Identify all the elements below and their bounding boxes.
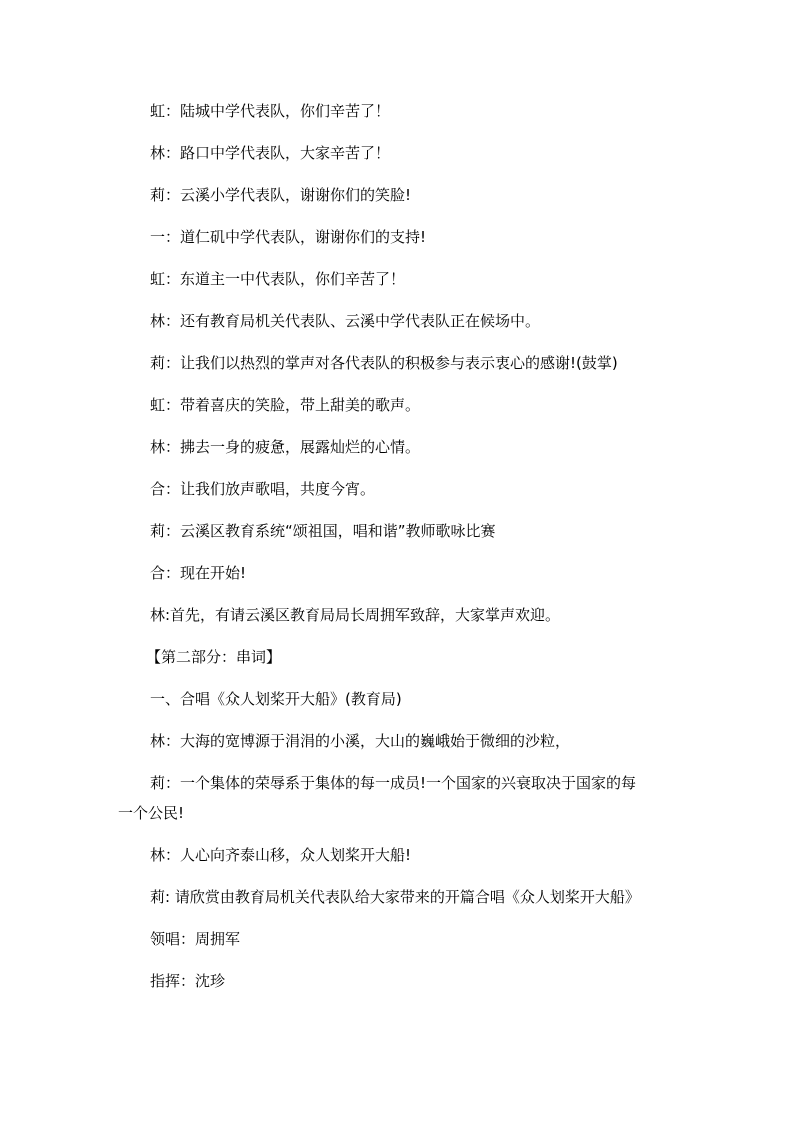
dialogue-line-li-4-continued: 一个公民! bbox=[118, 804, 185, 822]
dialogue-line-hong-2: 虹：东道主一中代表队，你们辛苦了！ bbox=[150, 270, 406, 288]
dialogue-line-li-1: 莉：云溪小学代表队，谢谢你们的笑脸! bbox=[150, 186, 412, 204]
dialogue-line-li-2: 莉：让我们以热烈的掌声对各代表队的积极参与表示衷心的感谢!(鼓掌) bbox=[150, 354, 618, 372]
dialogue-line-yi-1: 一：道仁矶中学代表队，谢谢你们的支持! bbox=[150, 228, 427, 246]
dialogue-line-he-1: 合：让我们放声歌唱，共度今宵。 bbox=[150, 480, 376, 498]
dialogue-line-lin-3: 林：拂去一身的疲惫，展露灿烂的心情。 bbox=[150, 438, 421, 456]
conductor-line: 指挥：沈珍 bbox=[150, 972, 226, 990]
dialogue-line-li-5: 莉: 请欣赏由教育局机关代表队给大家带来的开篇合唱《众人划桨开大船》 bbox=[150, 888, 640, 906]
dialogue-line-lin-1: 林：路口中学代表队，大家辛苦了！ bbox=[150, 144, 391, 162]
dialogue-line-lin-6: 林：人心向齐泰山移，众人划桨开大船! bbox=[150, 846, 412, 864]
dialogue-line-lin-4: 林:首先，有请云溪区教育局局长周拥军致辞，大家掌声欢迎。 bbox=[150, 606, 561, 624]
dialogue-line-hong-1: 虹：陆城中学代表队，你们辛苦了！ bbox=[150, 102, 391, 120]
dialogue-line-li-4: 莉：一个集体的荣辱系于集体的每一成员!一个国家的兴衰取决于国家的每 bbox=[150, 774, 637, 792]
lead-singer-line: 领唱：周拥军 bbox=[150, 930, 241, 948]
dialogue-line-lin-2: 林：还有教育局机关代表队、云溪中学代表队正在候场中。 bbox=[150, 312, 541, 330]
dialogue-line-hong-3: 虹：带着喜庆的笑脸，带上甜美的歌声。 bbox=[150, 396, 421, 414]
dialogue-line-lin-5: 林：大海的宽博源于涓涓的小溪，大山的巍峨始于微细的沙粒， bbox=[150, 732, 571, 750]
dialogue-line-li-3: 莉：云溪区教育系统“颂祖国，唱和谐”教师歌咏比赛 bbox=[150, 522, 496, 540]
section-heading: 【第二部分：串词】 bbox=[146, 648, 282, 666]
dialogue-line-he-2: 合：现在开始! bbox=[150, 564, 247, 582]
program-item-title: 一、合唱《众人划桨开大船》(教育局) bbox=[150, 690, 402, 708]
